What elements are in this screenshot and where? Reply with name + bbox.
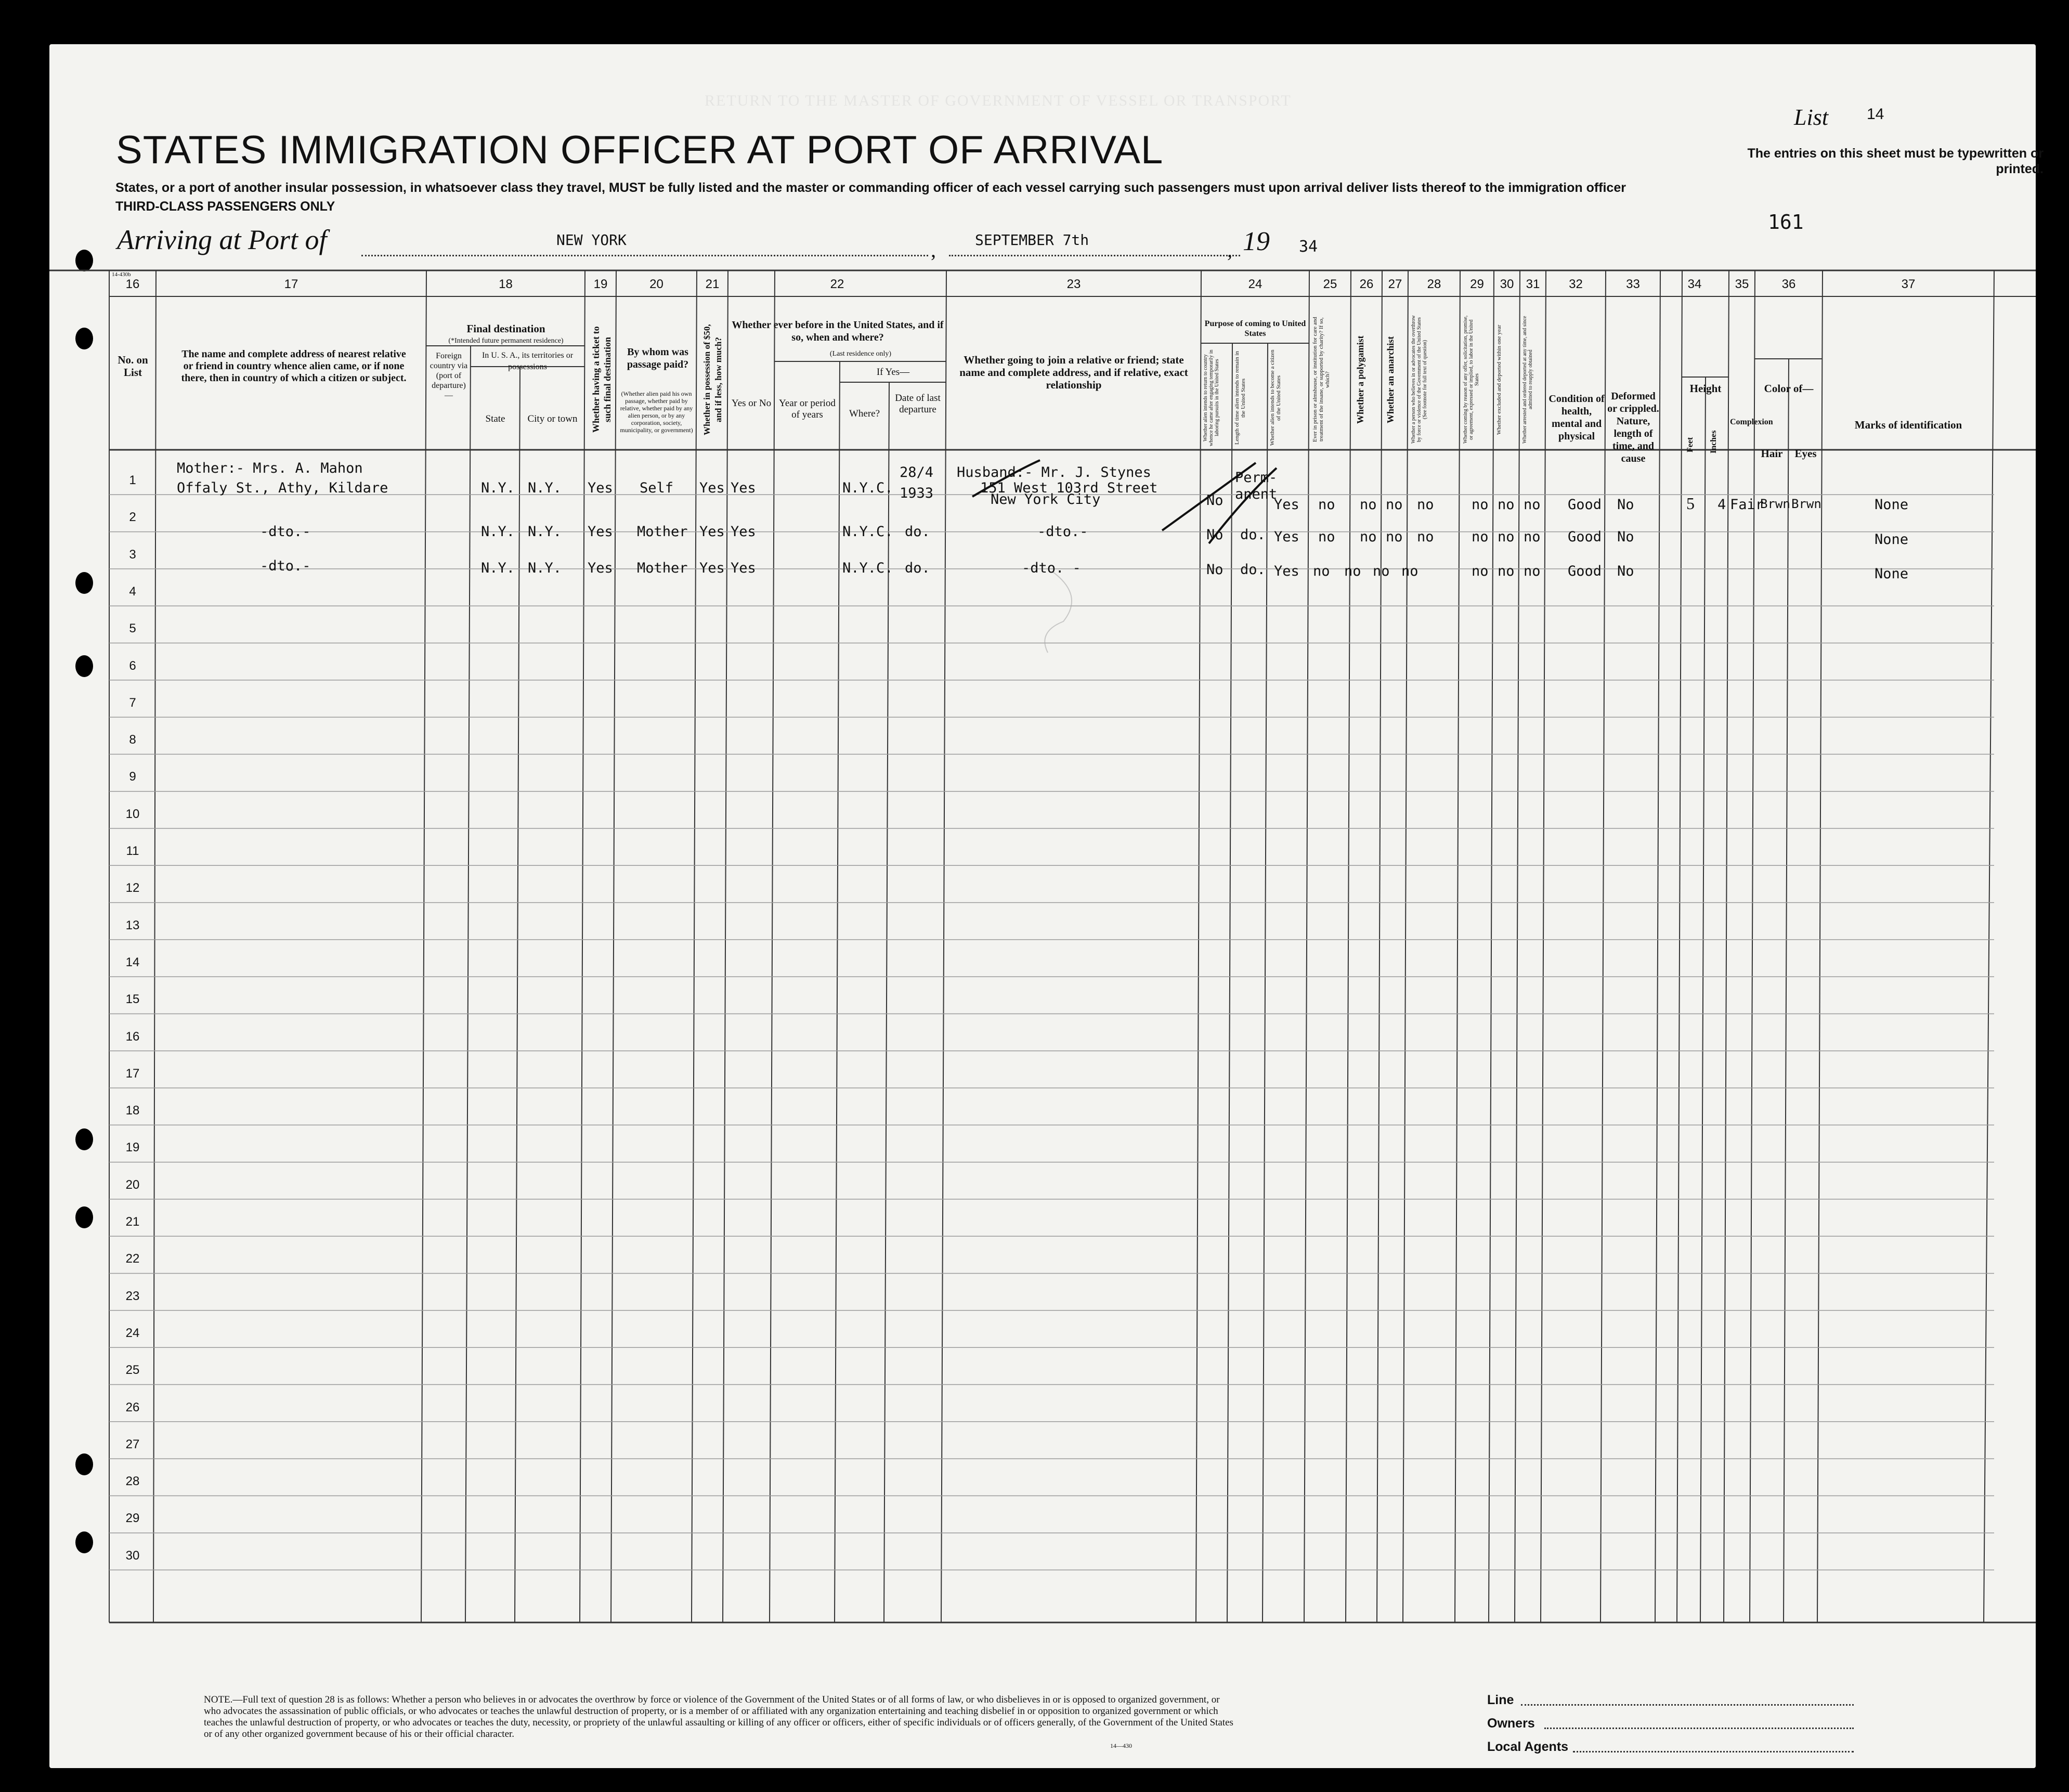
col-number-29: 29 (1470, 277, 1484, 291)
list-number: 14 (1867, 106, 1884, 123)
r1-join-line2: 151 West 103rd Street (980, 480, 1158, 496)
col-number-22: 22 (830, 277, 844, 291)
col-number-16: 16 (125, 277, 140, 291)
header-overthrow: Whether a person who believes in or advocates the overthrow by force or violence of the Government of the United States (See footnote for full text of question) (1411, 315, 1428, 444)
r1-ticket: Yes (588, 480, 613, 496)
r1-eyes: Brwn (1791, 497, 1821, 511)
row-number: 16 (125, 1029, 140, 1044)
col-number-28: 28 (1427, 277, 1441, 291)
line-dotted (1521, 1704, 1854, 1706)
row-number: 25 (125, 1363, 140, 1378)
r3-health: Good (1568, 563, 1602, 579)
header-nearest-relative: The name and complete address of nearest relative or friend in country whence alien came, or if none there, then in country of which a citizen or subject. (181, 348, 407, 384)
col-number-36: 36 (1781, 277, 1796, 291)
r2-deformed: No (1617, 529, 1634, 545)
row-number: 18 (125, 1103, 140, 1118)
header-feet: Feet (1686, 437, 1695, 452)
header-passage-paid: By whom was passage paid? (627, 346, 689, 370)
col-number-31: 31 (1526, 277, 1540, 291)
header-intends-return: Whether alien intends to return to country whence he came after engaging temporarily in laboring pursuits in the United States (1203, 349, 1220, 446)
r2-city: N.Y. (528, 524, 562, 540)
arrival-date: SEPTEMBER 7th (975, 231, 1089, 249)
header-passage-paid-sub: (Whether alien paid his own passage, whether paid by relative, whether paid by any alien person, or by any corporation, society, municipality, or government) (620, 390, 693, 434)
r1-excluded: no (1498, 497, 1515, 513)
r1-overthrow: no (1417, 497, 1434, 513)
row-number: 5 (129, 621, 136, 636)
r2-ticket: Yes (588, 524, 613, 540)
header-purpose: Purpose of coming to United States (1204, 319, 1306, 338)
header-intends-citizen: Whether alien intends to become a citizen of the United States (1269, 349, 1282, 446)
header-offer-labor: Whether coming by reason of any offer, solicitation, promise, or agreement, expressed or implied, to labor in the United States (1463, 315, 1480, 444)
r2-health: Good (1568, 529, 1602, 545)
form-code: 14-430b (112, 271, 131, 278)
col-number-20: 20 (649, 277, 663, 291)
row-number: 22 (125, 1252, 140, 1266)
r2-before: Yes (731, 524, 756, 540)
header-eyes: Eyes (1794, 447, 1817, 460)
r1-relative-line1: Mother:- Mrs. A. Mahon (177, 460, 363, 476)
r2-join: -dto.- (1037, 524, 1088, 540)
row-number: 2 (129, 510, 136, 525)
col-number-18: 18 (499, 277, 513, 291)
r1-departure-line1: 28/4 (900, 464, 934, 481)
r2-fifty: Yes (699, 524, 725, 540)
row-number: 11 (126, 844, 139, 858)
r3-anarchist: no (1373, 563, 1390, 579)
header-last-residence: (Last residence only) (829, 350, 892, 358)
arrival-year-suffix: 34 (1299, 238, 1318, 256)
r1-length-line1: Perm- (1235, 470, 1278, 486)
r2-length: do. (1240, 527, 1266, 543)
line-label: Line (1487, 1693, 1514, 1707)
header-no-on-list: No. on List (118, 354, 148, 379)
col-number-21: 21 (705, 277, 720, 291)
r1-citizen: Yes (1274, 497, 1299, 513)
r3-departure: do. (905, 560, 930, 576)
header-marks: Marks of identification (1854, 419, 1962, 431)
r1-join-line1: Husband:- Mr. J. Stynes (957, 464, 1151, 481)
page-title: STATES IMMIGRATION OFFICER AT PORT OF ARRIVAL (116, 128, 1164, 172)
header-hair: Hair (1761, 447, 1783, 460)
col-number-19: 19 (593, 277, 608, 291)
header-arrested: Whether arrested and ordered deported at any time, and since admitted to reapply obtained (1522, 316, 1533, 444)
r2-overthrow: no (1417, 529, 1434, 545)
row-number: 29 (125, 1511, 140, 1526)
row-number: 14 (125, 955, 140, 969)
r1-complexion: Fair (1730, 497, 1764, 513)
r3-fifty: Yes (699, 560, 725, 576)
row-number: 28 (125, 1474, 140, 1489)
r3-deformed: No (1617, 563, 1634, 579)
row-number: 10 (125, 807, 140, 821)
passenger-class-line: THIRD-CLASS PASSENGERS ONLY (115, 199, 335, 214)
r2-citizen: Yes (1274, 529, 1299, 545)
row-number: 3 (129, 547, 136, 562)
row-number: 26 (125, 1400, 140, 1414)
header-period: Year or period of years (779, 398, 836, 420)
r3-where: N.Y.C. (842, 560, 893, 576)
r3-before: Yes (731, 560, 756, 576)
col-number-37: 37 (1901, 277, 1916, 291)
r1-departure-line2: 1933 (900, 485, 934, 501)
r3-excluded: no (1498, 563, 1515, 579)
header-if-yes: If Yes— (876, 367, 910, 378)
header-join-relative: Whether going to join a relative or friend; state name and complete address, and if relative, exact relationship (959, 354, 1188, 391)
r2-excluded: no (1498, 529, 1515, 545)
r3-polygamist: no (1344, 563, 1361, 579)
header-date-departure: Date of last departure (895, 393, 941, 415)
r2-return: No (1206, 527, 1224, 543)
r3-prison: no (1313, 563, 1330, 579)
row-number: 27 (125, 1437, 140, 1451)
r1-where: N.Y.C. (842, 480, 893, 496)
r1-deformed: No (1617, 497, 1634, 513)
r2-relative: -dto.- (260, 524, 311, 540)
r1-polygamist: no (1360, 497, 1377, 513)
r3-ticket: Yes (588, 560, 613, 576)
col-number-35: 35 (1735, 277, 1749, 291)
col-number-24: 24 (1248, 277, 1263, 291)
header-length-stay: Length of time alien intends to remain in the United States (1234, 351, 1246, 445)
footer-form-code: 14—430 (1110, 1742, 1132, 1749)
row-number: 20 (125, 1177, 140, 1192)
r1-anarchist: no (1386, 497, 1403, 513)
r1-length-line2: anent (1235, 486, 1278, 502)
r3-arrested: no (1524, 563, 1541, 579)
header-final-destination-sub: (*Intended future permanent residence) (448, 337, 564, 345)
header-prison: Ever in prison or almshouse, or institution for care and treatment of the insane, or supported by charity? If so, which? (1312, 317, 1331, 443)
footnote-question-28: NOTE.—Full text of question 28 is as follows: Whether a person who believes in or advocates the overthrow by force or violence of the Government of the United States or of all forms of law, or who disbelieves in or is opposed to organized government, or who advocates the assassination of public officials, or who advocates or teaches the unlawful destruction of property, or is a member of or affiliated with any organization entertaining and teaching disbelief in or opposition to organized government or which teaches the unlawful destruction of property, or who advocates or teaches the duty, necessity, or propriety of the unlawful assaulting or killing of any officer or officers, either of specific individuals or of officers generally, of the Government of the United States or of any other organized government because of his or their official character. (204, 1694, 1233, 1739)
header-excluded: Whether excluded and deported within one year (1496, 324, 1502, 435)
r1-health: Good (1568, 497, 1602, 513)
r2-where: N.Y.C. (842, 524, 893, 540)
r1-inches: 4 (1717, 497, 1726, 513)
row-number: 24 (125, 1326, 140, 1340)
row-number: 23 (125, 1289, 140, 1303)
header-anarchist: Whether an anarchist (1385, 336, 1396, 423)
header-foreign-country: Foreign country via (port of departure)— (430, 352, 468, 400)
r1-relative-line2: Offaly St., Athy, Kildare (177, 480, 388, 496)
r3-length: do. (1240, 562, 1266, 578)
r3-offer: no (1472, 563, 1489, 579)
arriving-label: Arriving at Port of (117, 224, 327, 255)
header-where: Where? (849, 408, 880, 419)
row-number: 19 (125, 1140, 140, 1155)
row-number: 9 (129, 770, 136, 784)
local-agents-label: Local Agents (1487, 1739, 1569, 1754)
col-number-26: 26 (1359, 277, 1374, 291)
r3-relative: -dto.- (260, 558, 311, 574)
r1-before: Yes (731, 480, 756, 496)
header-yes-no: Yes or No (731, 398, 772, 409)
agents-dotted (1573, 1751, 1854, 1752)
form-grid (49, 44, 2036, 1768)
r3-state: N.Y. (481, 560, 515, 576)
col-number-32: 32 (1569, 277, 1583, 291)
col-number-25: 25 (1323, 277, 1337, 291)
r3-join: -dto. - (1022, 560, 1081, 576)
manifest-sheet: RETURN TO THE MASTER OF GOVERNMENT OF VESSEL OR TRANSPORT STATES IMMIGRATION OFFICER AT PORT OF ARRIVAL States, or a port of another insular possession, in whatsoever class they travel, MUST be fully listed and the master or commanding officer of each vessel carrying such passengers must upon arrival deliver lists thereof to the immigration officer THIRD-CLASS PASSENGERS ONLY List 14 The entries on this sheet must be typewritten or printed. 161 Arriving at Port of NEW YORK , SEPTEMBER 7th , 19 34 16 14-430b 17 18 19 20 21 22 23 24 25 26 27 28 29 30 31 32 33 34 35 36 37 No. on List The name and complete address of nearest relative or friend in country whence alien came, or if none there, then in country of which a citizen or subject. Final destination (*Intended future permanent residence) Foreign country via (port of departure)— In U. S. A., its territories or possessions State City or town Whether having a ticket to such final destination By whom was passage paid? (Whether alien paid his own passage, whether paid by relative, whether paid by any alien person, or by any corporation, society, municipality, or government) Whether in possession of $50, and if less, how much? Whether ever before in the United States, and if so, when and where? (Last residence only) If Yes— Yes or No Year or period of years Where? Date of last departure Whether going to join a relative or friend; state name and complete address, and if relative, exact relationship Purpose of coming to United States Whether alien intends to return to country whence he came after engaging temporarily in laboring pursuits in the United States Length of time alien intends to remain in the United States Whether alien intends to become a citizen of the United States Ever in prison or almshouse, or institution for care and treatment of the insane, or supported by charity? If so, which? Whether a polygamist Whether an anarchist Whether a person who believes in or advocates the overthrow by force or violence of the Government of the United States (See footnote for full text of question) Whether coming by reason of any offer, solicitation, promise, or agreement, expressed or implied, to labor in the United States Whether excluded and deported within one year Whether arrested and ordered deported at any time, and since admitted to reapply obtained Condition of health, mental and physical Deformed or crippled. Nature, length of time, and cause Height Feet Inches Complexion Color of— Hair Eyes Marks of identification 1 2 3 4 5 6 7 8 9 10 11 12 13 14 15 16 17 18 19 20 21 22 23 24 25 26 27 28 29 30 Mother:- Mrs. A. Mahon Offaly St., Athy, Kildare N.Y. N.Y. Yes Self Yes Yes N.Y.C. 28/4 1933 Husband:- Mr. J. Stynes 151 West 103rd Street New York City No Perm- anent Yes no no no no no no no Good No 5 4 Fair Brwn Brwn None -dto.- N.Y. N.Y. Yes Mother Yes Yes N.Y.C. do. -dto.- No do. Yes no no no no no no no Good No None -dto.- N.Y. N.Y. Yes Mother Yes Yes N.Y.C. do. -dto. - No do. Yes no no no no no no no Good No None NOTE.—Full text of question 28 is as follows: Whether a person who believes in or advocates the overthrow by force or violence of the Government of the United States or of all forms of law, or who disbelieves in or is opposed to organized government, or who advocates the assassination of public officials, or who advocates or teaches the unlawful destruction of property, or is a member of or affiliated with any organization entertaining and teaching disbelief in or opposition to organized government or which teaches the unlawful destruction of property, or who advocates or teaches the duty, necessity, or propriety of the unlawful assaulting or killing of any officer or officers, either of specific individuals or of officers generally, of the Government of the United States or of any other organized government because of his or their official character. 14—430 Line Owners Local Agents (49, 44, 2036, 1768)
page-number: 161 (1768, 211, 1804, 233)
r2-departure: do. (905, 524, 930, 540)
r1-fifty: Yes (699, 480, 725, 496)
header-inches: Inches (1709, 430, 1718, 454)
row-number: 7 (129, 695, 136, 710)
r1-join-line3: New York City (991, 491, 1101, 508)
r3-city: N.Y. (528, 560, 562, 576)
row-number: 12 (125, 881, 140, 895)
header-ticket: Whether having a ticket to such final destination (591, 326, 613, 433)
header-color-of: Color of— (1764, 382, 1814, 395)
row-number: 15 (125, 992, 140, 1007)
r1-return: No (1206, 492, 1224, 509)
r3-paid: Mother (637, 560, 688, 576)
r2-marks: None (1875, 531, 1909, 548)
r2-anarchist: no (1386, 529, 1403, 545)
r2-state: N.Y. (481, 524, 515, 540)
r1-prison: no (1318, 497, 1335, 513)
r3-citizen: Yes (1274, 563, 1299, 579)
r1-marks: None (1875, 497, 1909, 513)
r1-paid: Self (640, 480, 674, 496)
arrival-port: NEW YORK (556, 231, 627, 249)
header-height: Height (1689, 382, 1722, 395)
header-city: City or town (527, 413, 578, 424)
col-number-23: 23 (1066, 277, 1081, 291)
header-in-usa: In U. S. A., its territories or possessions (482, 351, 574, 371)
row-number: 21 (125, 1215, 140, 1229)
r1-state: N.Y. (481, 480, 515, 496)
header-health: Condition of health, mental and physical (1549, 393, 1605, 442)
faint-bleedthrough-text: RETURN TO THE MASTER OF GOVERNMENT OF VESSEL OR TRANSPORT (705, 92, 1292, 109)
row-number: 1 (129, 473, 136, 487)
owners-label: Owners (1487, 1716, 1535, 1731)
header-state: State (485, 413, 505, 424)
r2-offer: no (1472, 529, 1489, 545)
list-label: List (1794, 105, 1829, 130)
r2-polygamist: no (1360, 529, 1377, 545)
r3-return: No (1206, 562, 1224, 578)
r2-paid: Mother (637, 524, 688, 540)
r1-hair: Brwn (1760, 497, 1790, 511)
col-number-17: 17 (284, 277, 298, 291)
typewriter-note: The entries on this sheet must be typewritten or printed. (1747, 146, 2044, 176)
r3-overthrow: no (1401, 563, 1419, 579)
row-number: 13 (125, 918, 140, 932)
row-number: 8 (129, 733, 136, 747)
instruction-line: States, or a port of another insular possession, in whatsoever class they travel, MUST be fully listed and the master or commanding officer of each vessel carrying such passengers must upon arrival deliver lists thereof to the immigration officer (115, 180, 1626, 195)
col-number-33: 33 (1626, 277, 1640, 291)
row-number: 4 (129, 584, 136, 599)
header-fifty-dollars: Whether in possession of $50, and if less, how much? (702, 324, 723, 435)
col-number-30: 30 (1500, 277, 1514, 291)
arrival-year-prefix: 19 (1243, 227, 1270, 256)
r3-marks: None (1875, 566, 1909, 582)
header-polygamist: Whether a polygamist (1355, 335, 1365, 424)
row-number: 6 (129, 658, 136, 673)
r1-feet: 5 (1686, 494, 1695, 513)
r1-city: N.Y. (528, 480, 562, 496)
owners-dotted (1544, 1728, 1854, 1729)
r1-offer: no (1472, 497, 1489, 513)
r2-arrested: no (1524, 529, 1541, 545)
header-ever-before: Whether ever before in the United States, and if so, when and where? (732, 319, 944, 343)
col-number-27: 27 (1388, 277, 1402, 291)
header-complexion: Complexion (1730, 418, 1773, 426)
col-number-34: 34 (1687, 277, 1702, 291)
r1-arrested: no (1524, 497, 1541, 513)
header-final-destination: Final destination (466, 322, 545, 335)
header-deformed: Deformed or crippled. Nature, length of time, and cause (1607, 391, 1659, 464)
row-number: 30 (125, 1548, 140, 1563)
row-number: 17 (125, 1066, 140, 1081)
r2-prison: no (1318, 529, 1335, 545)
